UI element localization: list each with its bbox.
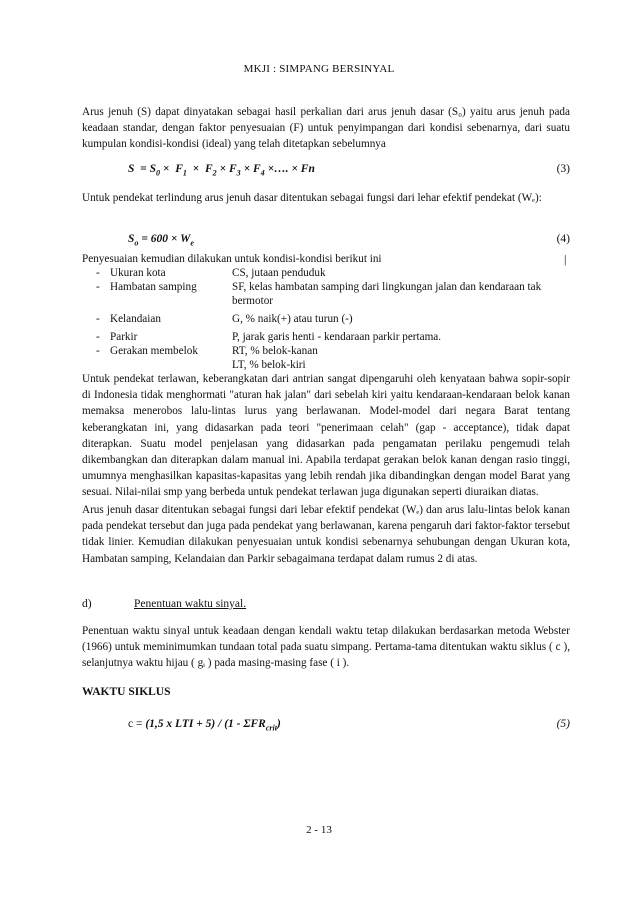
equation-4-formula: $S_o = 600 \times W_e$ [128, 233, 194, 248]
equation-3-number: (3) [556, 163, 570, 175]
paragraph-basic-saturation: Arus jenuh dasar ditentukan sebagai fungsi dari lebar efektif pendekat (Wₑ) dan arus lalu-lintas belok kanan pada pendekat tersebut dan juga pada pendekat yang berlawanan, karena pengaruh dari faktor-faktor tersebut tidak linier. Kemudian dilakukan penyesuaian untuk kondisi sebenarnya sehubungan dengan Ukuran kota, Hambatan samping, Kelandaian dan Parkir sebagaimana terdapat dalam rumus 2 di atas. [82, 504, 570, 565]
margin-bar: | [564, 252, 567, 266]
list-item-desc: CS, jutaan penduduk [232, 267, 326, 279]
list-item [96, 312, 570, 326]
paragraph-saturation-flow: Arus jenuh (S) dapat dinyatakan sebagai hasil perkalian dari arus jenuh dasar (S₀) yaitu arus jenuh pada keadaan standar, dengan faktor penyesuaian (F) untuk penyimpangan dari kondisi sebenarnya, dari suatu kumpulan kondisi-kondisi (ideal) yang telah ditetapkan sebelumnya [82, 106, 570, 151]
paragraph-signal-timing: Penentuan waktu sinyal untuk keadaan dengan kendali waktu tetap dilakukan berdasarkan metoda Webster (1966) untuk meminimumkan tundaan total pada suatu simpang. Pertama-tama ditentukan waktu siklus ( c ), selanjutnya waktu hijau ( gᵢ ) pada masing-masing fase ( i ). [82, 625, 570, 670]
page-header: MKJI : SIMPANG BERSINYAL [243, 63, 395, 75]
section-d-label: d) [82, 598, 92, 610]
list-item-desc: bermotor [232, 295, 274, 307]
page-number: 2 - 13 [306, 824, 332, 836]
equation-5 [128, 718, 570, 732]
list-dash: - [96, 345, 100, 357]
list-item-desc: P, jarak garis henti - kendaraan parkir pertama. [232, 331, 442, 343]
equation-5-number: (5) [556, 718, 570, 730]
list-dash: - [96, 331, 100, 343]
list-item [96, 294, 570, 308]
equation-4 [128, 233, 570, 247]
list-item-name: Gerakan membelok [110, 345, 198, 357]
equation-5-formula: c = (1,5 x LTI + $5) / (1 - \Sigma FR_{crit})$ [128, 718, 281, 733]
list-item-name: Kelandaian [110, 313, 161, 325]
list-item-name: Parkir [110, 331, 138, 343]
list-item-name: Ukuran kota [110, 267, 166, 279]
list-item-desc: RT, % belok-kanan [232, 345, 318, 357]
section-d-title: Penentuan waktu sinyal. [134, 598, 247, 610]
list-item [96, 280, 570, 294]
paragraph-opposed-approach: Untuk pendekat terlawan, keberangkatan dari antrian sangat dipengaruhi oleh kenyataan bahwa sopir-sopir di Indonesia tidak menghormati "aturan hak jalan" dari sebelah kiri yaitu kendaraan-kendaraan belok kanan memaksa menerobos lalu-lintas lurus yang berlawanan. Model-model dari negara Barat tentang keberangkatan ini, yang didasarkan pada teori "penerimaan celah" (gap - acceptance), tidak dapat diterapkan. Suatu model penjelasan yang didasarkan pada pengamatan perilaku pengemudi telah dikembangkan dan diterapkan dalam manual ini. Apabila terdapat gerakan belok kanan dengan rasio tinggi, umumnya menghasilkan kapasitas-kapasitas yang lebih rendah jika dibandingkan dengan model Barat yang sesuai. Nilai-nilai smp yang berbeda untuk pendekat terlawan juga digunakan seperti diuraikan diatas. [82, 373, 570, 499]
list-item [96, 330, 570, 344]
equation-3 [128, 163, 570, 177]
paragraph-protected-approach: Untuk pendekat terlindung arus jenuh dasar ditentukan sebagai fungsi dari lehar efektif pendekat (Wₑ): [82, 192, 542, 204]
list-dash: - [96, 313, 100, 325]
list-item [96, 266, 570, 280]
list-dash: - [96, 281, 100, 293]
equation-3-formula: $S = S_0 \times F_1 \times F_2 \times F_3 \times F_4$ ×…. × Fn [128, 163, 315, 178]
paragraph-adjustments-intro: Penyesuaian kemudian dilakukan untuk kondisi-kondisi berikut ini [82, 253, 382, 265]
equation-4-number: (4) [556, 233, 570, 245]
list-item-desc: LT, % belok-kiri [232, 359, 306, 371]
list-item-desc: SF, kelas hambatan samping dari lingkungan jalan dan kendaraan tak [232, 281, 542, 293]
list-item-desc: G, % naik(+) atau turun (-) [232, 313, 353, 325]
adjustment-list [96, 266, 570, 372]
list-item [96, 344, 570, 358]
list-dash: - [96, 267, 100, 279]
list-item-name: Hambatan samping [110, 281, 197, 293]
cycle-time-heading: WAKTU SIKLUS [82, 686, 171, 698]
list-item [96, 358, 570, 372]
